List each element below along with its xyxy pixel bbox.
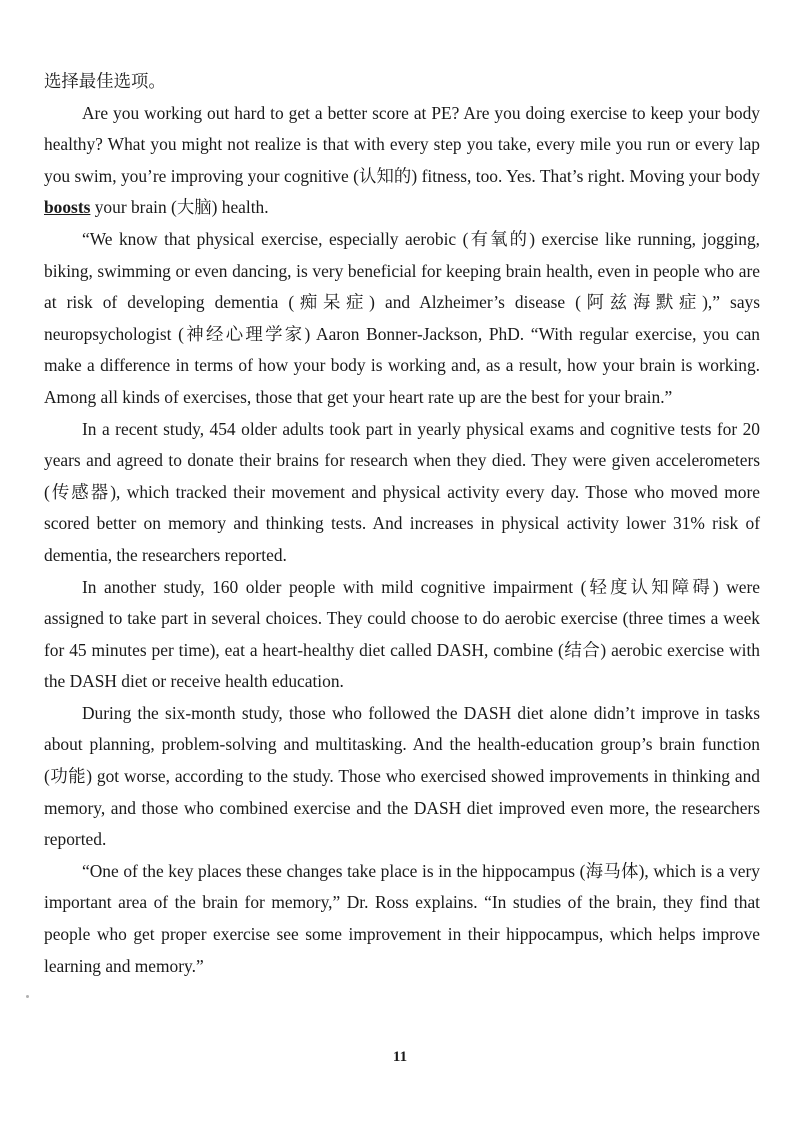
keyword-boosts: boosts bbox=[44, 197, 91, 218]
scan-speck bbox=[26, 995, 29, 998]
instruction-heading: 选择最佳选项。 bbox=[44, 71, 166, 91]
paragraph-4: In another study, 160 older people with mild cognitive impairment (轻度认知障碍) were assigned to take part in several choices. They could choose to do aerobic exercise (three times a week for 45 minutes per time), eat a heart-healthy diet called DASH, combine (结合) aerobic exercise with the DASH diet or receive health education. bbox=[44, 576, 760, 692]
page-number: 11 bbox=[392, 1049, 408, 1065]
paragraph-1-text: Are you working out hard to get a better score at PE? Are you doing exercise to keep your body healthy? What you might not realize is that with every step you take, every mile you run or every lap you swim, you’re improving your cognitive (认知的) fitness, too. Yes. That’s right. Moving your body bbox=[44, 102, 760, 186]
paragraph-1-end: your brain (大脑) health. bbox=[90, 197, 269, 218]
paragraph-6: “One of the key places these changes take place is in the hippocampus (海马体), which is a very important area of the brain for memory,” Dr. Ross explains. “In studies of the brain, they find that people who get proper exercise see some improvement in their hippocampus, which helps improve learning and memory.” bbox=[44, 860, 760, 976]
paragraph-5: During the six-month study, those who followed the DASH diet alone didn’t improve in tasks about planning, problem-solving and multitasking. And the health-education group’s brain function (功能) got worse, according to the study. Those who exercised showed improvements in thinking and memory, and those who combined exercise and the DASH diet improved even more, the researchers reported. bbox=[44, 702, 760, 850]
paragraph-3: In a recent study, 454 older adults took part in yearly physical exams and cognitive tests for 20 years and agreed to donate their brains for research when they died. They were given accelerometers (传感器), which tracked their movement and physical activity every day. Those who moved more scored better on memory and thinking tests. And increases in physical activity lower 31% risk of dementia, the researchers reported. bbox=[44, 418, 760, 565]
paragraph-1 bbox=[44, 98, 760, 224]
paragraph-2: “We know that physical exercise, especially aerobic (有氧的) exercise like running, jogging, biking, swimming or even dancing, is very beneficial for keeping brain health, even in people who are at risk of developing dementia (痴呆症) and Alzheimer’s disease (阿兹海默症),” says neuropsychologist (神经心理学家) Aaron Bonner-Jackson, PhD. “With regular exercise, you can make a difference in terms of how your body is working and, as a result, how your brain is working. Among all kinds of exercises, those that get your heart rate up are the best for your brain.” bbox=[44, 228, 760, 407]
